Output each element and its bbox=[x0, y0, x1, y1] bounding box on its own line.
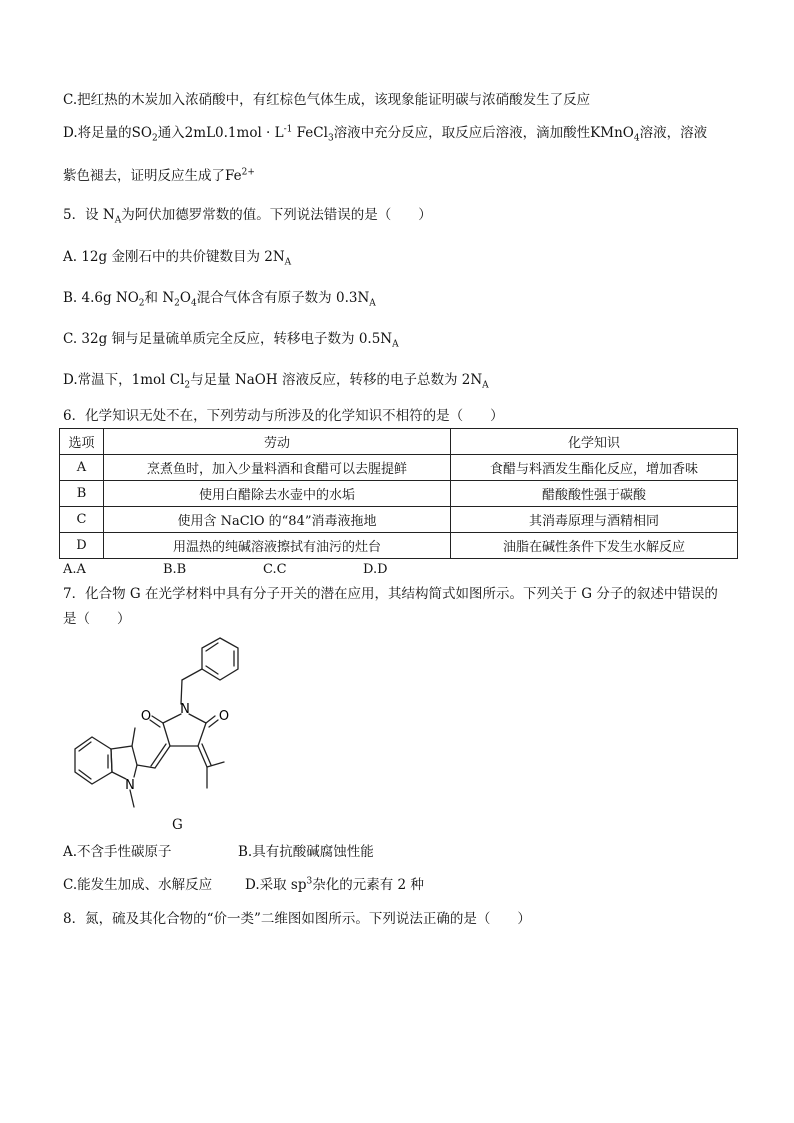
q6-table bbox=[59, 428, 738, 559]
q4-option-d: D.将足量的$SO_2$通入$2mL0.1mol \cdot L^{-1}$ FeCl$_3$溶液中充分反应，取反应后溶液，滴加酸性KMnO$_4$溶液，溶液 bbox=[63, 124, 708, 144]
q7-option-c: C.能发生加成、水解反应 bbox=[63, 877, 213, 893]
q6-stem: 6．化学知识无处不在，下列劳动与所涉及的化学知识不相符的是（ ） bbox=[63, 408, 504, 424]
q7-stem-line1: 7．化合物 G 在光学材料中具有分子开关的潜在应用，其结构简式如图所示。下列关于 G 分子的叙述中错误的 bbox=[63, 586, 718, 602]
structure-diagram bbox=[60, 632, 260, 837]
table-header-cell: 劳动 bbox=[104, 429, 451, 455]
atom-label-o: O bbox=[218, 709, 230, 724]
q4-option-c: C.把红热的木炭加入浓硝酸中，有红棕色气体生成，该现象能证明碳与浓硝酸发生了反应 bbox=[63, 92, 591, 108]
table-cell: 油脂在碱性条件下发生水解反应 bbox=[451, 533, 738, 559]
q7-option-b: B.具有抗酸碱腐蚀性能 bbox=[238, 844, 374, 860]
q6-choice-b: B.B bbox=[163, 562, 187, 577]
table-cell: 使用含 NaClO 的“84”消毒液拖地 bbox=[104, 507, 451, 533]
q5-stem: 5．设 $N_A$为阿伏加德罗常数的值。下列说法错误的是（ ） bbox=[63, 207, 432, 226]
table-cell: C bbox=[60, 507, 104, 533]
atom-label-n: N bbox=[180, 702, 190, 717]
q5-option-a: A. 12g 金刚石中的共价键数目为 $2N_A$ bbox=[63, 249, 292, 268]
q5-option-c: C. 32g 铜与足量硫单质完全反应，转移电子数为 $0.5N_A$ bbox=[63, 331, 399, 350]
q6-choice-c: C.C bbox=[263, 562, 287, 577]
q7-stem-line2: 是（ ） bbox=[63, 611, 131, 627]
table-header-cell: 化学知识 bbox=[451, 429, 738, 455]
table-cell: D bbox=[60, 533, 104, 559]
table-cell: A bbox=[60, 455, 104, 481]
table-cell: 其消毒原理与酒精相同 bbox=[451, 507, 738, 533]
table-header-cell: 选项 bbox=[60, 429, 104, 455]
structure-caption: G bbox=[172, 817, 183, 833]
atom-label-n: N bbox=[125, 778, 135, 793]
table-row bbox=[60, 507, 738, 533]
table-cell: 食醋与料酒发生酯化反应，增加香味 bbox=[451, 455, 738, 481]
atom-label-o: O bbox=[140, 709, 152, 724]
table-row bbox=[60, 481, 738, 507]
table-cell: 使用白醋除去水壶中的水垢 bbox=[104, 481, 451, 507]
table-cell: 烹煮鱼时，加入少量料酒和食醋可以去腥提鲜 bbox=[104, 455, 451, 481]
table-cell: 醋酸酸性强于碳酸 bbox=[451, 481, 738, 507]
table-row bbox=[60, 455, 738, 481]
q5-option-d: D.常温下，1mol $Cl_2$与足量 NaOH 溶液反应，转移的电子总数为 $2N_A$ bbox=[63, 372, 489, 391]
q6-choices bbox=[63, 562, 388, 577]
q6-choice-a: A.A bbox=[63, 562, 86, 577]
q4-option-d-line2: 紫色褪去，证明反应生成了$Fe^{2+}$ bbox=[63, 167, 255, 184]
q8-stem: 8．氮，硫及其化合物的“价一类”二维图如图所示。下列说法正确的是（ ） bbox=[63, 911, 531, 927]
table-cell: B bbox=[60, 481, 104, 507]
q7-option-d: D.采取 $sp^3$杂化的元素有 2 种 bbox=[245, 876, 424, 893]
table-header-row bbox=[60, 429, 738, 455]
q7-option-a: A.不含手性碳原子 bbox=[63, 844, 172, 860]
table-row bbox=[60, 533, 738, 559]
q6-choice-d: D.D bbox=[363, 562, 388, 577]
q5-option-b: B. 4.6g $NO_2$和 $N_2O_4$混合气体含有原子数为 $0.3N_A$ bbox=[63, 290, 376, 309]
table-cell: 用温热的纯碱溶液擦拭有油污的灶台 bbox=[104, 533, 451, 559]
